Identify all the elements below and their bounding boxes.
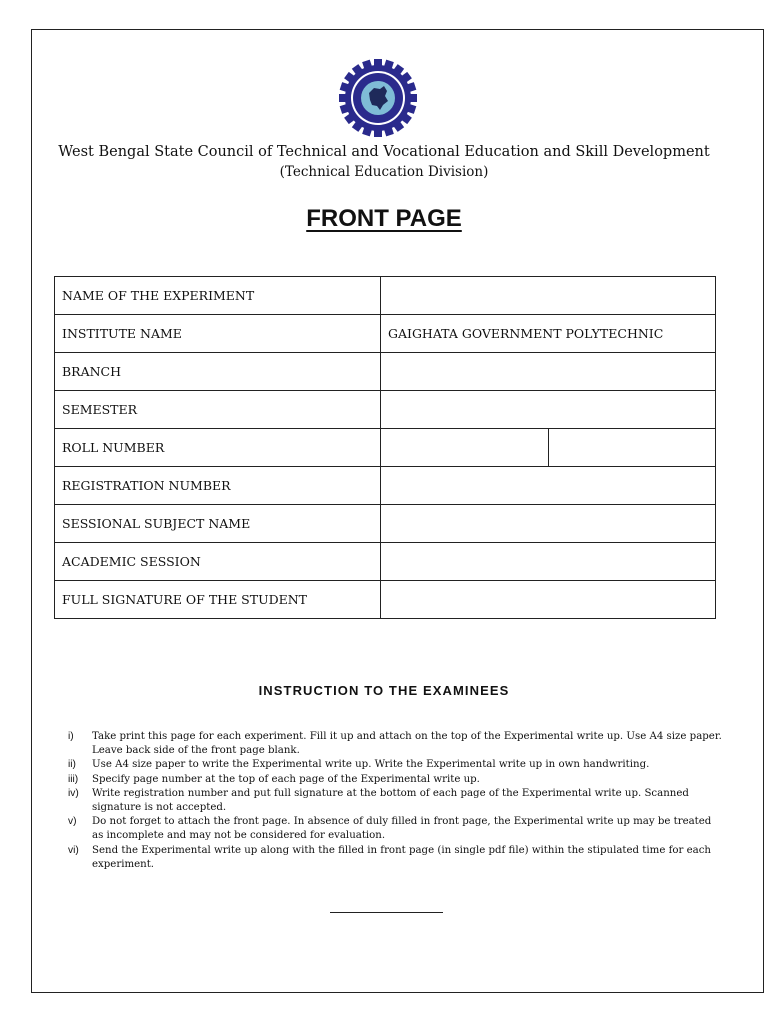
item-number: iii) [68, 773, 79, 785]
page-title: FRONT PAGE [306, 205, 462, 232]
academic-session-field[interactable] [381, 543, 716, 581]
signature-line [330, 912, 443, 913]
table-row [55, 315, 716, 353]
roll-number-field-part2[interactable] [548, 429, 716, 467]
row-label-academic-session: ACADEMIC SESSION [55, 543, 381, 581]
row-label-subject-name: SESSIONAL SUBJECT NAME [55, 505, 381, 543]
student-info-table [54, 276, 716, 619]
table-row [55, 467, 716, 505]
item-text: Write registration number and put full signature at the bottom of each page of the Experimental write up. Scanned signature is not accepted. [92, 787, 689, 814]
row-label-roll-number: ROLL NUMBER [55, 429, 381, 467]
item-number: vi) [68, 844, 79, 856]
list-item [68, 773, 723, 787]
item-text: Use A4 size paper to write the Experimental write up. Write the Experimental write up in own handwriting. [92, 759, 650, 771]
semester-field[interactable] [381, 391, 716, 429]
list-item [68, 844, 723, 872]
row-label-experiment-name: NAME OF THE EXPERIMENT [55, 277, 381, 315]
list-item [68, 758, 723, 772]
signature-field[interactable] [381, 581, 716, 619]
division-name: (Technical Education Division) [279, 164, 489, 180]
institute-name-value: GAIGHATA GOVERNMENT POLYTECHNIC [381, 315, 716, 353]
council-name: West Bengal State Council of Technical and Vocational Education and Skill Development [58, 144, 710, 160]
item-number: v) [68, 816, 77, 828]
table-row [55, 353, 716, 391]
subject-name-field[interactable] [381, 505, 716, 543]
row-label-signature: FULL SIGNATURE OF THE STUDENT [55, 581, 381, 619]
row-label-institute-name: INSTITUTE NAME [55, 315, 381, 353]
roll-number-field-part1[interactable] [381, 429, 549, 467]
item-number: ii) [68, 759, 76, 771]
council-logo-icon [338, 58, 418, 138]
item-text: Send the Experimental write up along with the filled in front page (in single pdf file) within the stipulated time for each experiment. [92, 844, 711, 870]
instructions-list [68, 730, 723, 872]
list-item [68, 730, 723, 758]
table-row [55, 277, 716, 315]
item-number: iv) [68, 787, 79, 799]
registration-number-field[interactable] [381, 467, 716, 505]
instructions-heading: INSTRUCTION TO THE EXAMINEES [258, 683, 510, 698]
item-text: Do not forget to attach the front page. In absence of duly filled in front page, the Experimental write up may be treated as incomplete and may not be considered for evaluation. [92, 816, 712, 842]
row-label-semester: SEMESTER [55, 391, 381, 429]
item-text: Specify page number at the top of each page of the Experimental write up. [92, 773, 480, 785]
table-row [55, 581, 716, 619]
item-text: Take print this page for each experiment. Fill it up and attach on the top of the Experimental write up. Use A4 size paper. Leave back side of the front page blank. [92, 731, 722, 757]
item-number: i) [68, 731, 74, 742]
row-label-registration-number: REGISTRATION NUMBER [55, 467, 381, 505]
experiment-name-field[interactable] [381, 277, 716, 315]
list-item [68, 787, 723, 815]
row-label-branch: BRANCH [55, 353, 381, 391]
branch-field[interactable] [381, 353, 716, 391]
table-row [55, 429, 716, 467]
table-row [55, 505, 716, 543]
table-row [55, 543, 716, 581]
list-item [68, 815, 723, 843]
table-row [55, 391, 716, 429]
